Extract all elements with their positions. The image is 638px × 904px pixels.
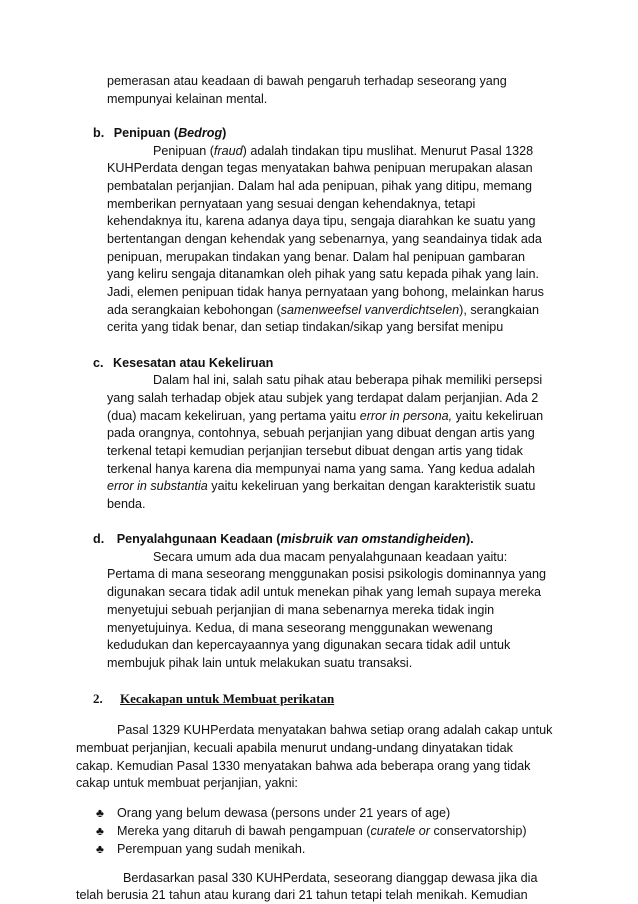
section-c-heading: [93, 355, 273, 372]
section-b-line-7: penipuan, merupakan tindakan yang benar. Dalam hal penipuan gambaran: [107, 250, 525, 264]
section-c-title: Kesesatan atau Kekeliruan: [113, 356, 274, 370]
section-d-title: Penyalahgunaan Keadaan (: [116, 532, 281, 546]
section-d-title-italic: misbruik van omstandigheiden: [280, 532, 466, 546]
section-2-line-2: membuat perjanjian, kecuali apabila menurut undang-undang dinyatakan tidak: [76, 741, 513, 755]
section-d-marker: d.: [93, 532, 105, 546]
section-b-line-6: bertentangan dengan kehendak yang sebenarnya, yang seandainya tidak ada: [107, 232, 542, 246]
section-b-title-italic: Bedrog: [178, 126, 223, 140]
section-b-line-3: pembatalan perjanjian. Dalam hal ada penipuan, pihak yang ditipu, memang: [107, 179, 532, 193]
section-d-line-1: Secara umum ada dua macam penyalahgunaan keadaan yaitu:: [153, 550, 508, 564]
section-c-line-3: (dua) macam kekeliruan, yang pertama yaitu error in persona, yaitu kekeliruan: [107, 409, 544, 423]
bullet-item-3: Perempuan yang sudah menikah.: [117, 842, 306, 856]
section-2-p2-line-2: telah berusia 21 tahun atau kurang dari 21 tahun tetapi telah menikah. Kemudian: [76, 888, 528, 902]
club-bullet-icon: ♣: [96, 842, 104, 856]
section-c-line-5: terkenal tetapi kemudian perjanjian tersebut dibuat dengan artis yang tidak: [107, 444, 523, 458]
section-d-heading: [93, 531, 474, 548]
section-c-line-8: benda.: [107, 497, 146, 511]
section-c-line-1: Dalam hal ini, salah satu pihak atau beberapa pihak memiliki persepsi: [153, 373, 543, 387]
section-b-line-2: KUHPerdata dengan tegas menyatakan bahwa penipuan merupakan alasan: [107, 161, 533, 175]
section-2-line-1: Pasal 1329 KUHPerdata menyatakan bahwa setiap orang adalah cakap untuk: [117, 723, 553, 737]
section-d-line-3: digunakan secara tidak adil untuk menekan pihak yang lemah supaya mereka: [107, 585, 542, 599]
section-c-marker: c.: [93, 356, 104, 370]
section-b-line-4: memberikan pernyataan yang sesuai dengan kehendaknya, tetapi: [107, 197, 476, 211]
bullet-item-1: Orang yang belum dewasa (persons under 21 years of age): [117, 806, 451, 820]
section-d-title-end: ).: [465, 532, 474, 546]
section-b-line-8: yang keliru sengaja ditanamkan oleh pihak yang satu kepada pihak yang lain.: [107, 267, 539, 281]
section-b-heading: [93, 125, 226, 142]
section-b-line-11: cerita yang tidak benar, dan setiap tindakan/sikap yang bersifat menipu: [107, 320, 504, 334]
section-c-line-6: terkenal hanya karena dia mempunyai nama yang sama. Yang kedua adalah: [107, 462, 536, 476]
section-2-p2-line-1: Berdasarkan pasal 330 KUHPerdata, seseorang dianggap dewasa jika dia: [123, 871, 538, 885]
section-d-line-6: kedudukan dan kepercayaannya yang digunakan secara tidak adil untuk: [107, 638, 511, 652]
section-b-title: Penipuan (: [113, 126, 179, 140]
section-d-line-4: menyetujui sebuah perjanjian di mana sebenarnya mereka tidak ingin: [107, 603, 495, 617]
bullet-item-2: Mereka yang ditaruh di bawah pengampuan (curatele or conservatorship): [117, 824, 527, 838]
para-a-line-1: pemerasan atau keadaan di bawah pengaruh terhadap seseorang yang: [107, 74, 507, 88]
section-d-line-5: menyetujuinya. Kedua, di mana seseorang menggunakan wewenang: [107, 621, 493, 635]
section-d-line-2: Pertama di mana seseorang menggunakan posisi psikologis dominannya yang: [107, 567, 546, 581]
section-b-line-5: kehendaknya itu, karena adanya daya tipu, sengaja diarahkan ke suatu yang: [107, 214, 536, 228]
section-c-line-7: error in substantia yaitu kekeliruan yang berkaitan dengan karakteristik suatu: [107, 479, 536, 493]
section-2-marker: 2.: [93, 691, 103, 706]
club-bullet-icon: ♣: [96, 806, 104, 820]
section-d-line-7: membujuk pihak lain untuk melakukan suatu transaksi.: [107, 656, 413, 670]
section-2-heading: [93, 690, 334, 707]
section-2-line-3: cakap. Kemudian Pasal 1330 menyatakan bahwa ada beberapa orang yang tidak: [76, 759, 531, 773]
section-c-line-2: yang salah terhadap objek atau subjek yang terdapat dalam perjanjian. Ada 2: [107, 391, 539, 405]
para-a-line-2: mempunyai kelainan mental.: [107, 92, 268, 106]
section-b-title-end: ): [222, 126, 227, 140]
section-c-line-4: pada orangnya, contohnya, sebuah perjanjian yang dibuat dengan artis yang: [107, 426, 535, 440]
club-bullet-icon: ♣: [96, 824, 104, 838]
section-b-line-1: Penipuan (fraud) adalah tindakan tipu muslihat. Menurut Pasal 1328: [153, 144, 534, 158]
section-2-title: Kecakapan untuk Membuat perikatan: [120, 691, 335, 706]
section-b-marker: b.: [93, 126, 105, 140]
section-b-line-9: Jadi, elemen penipuan tidak hanya pernyataan yang bohong, melainkan harus: [107, 285, 544, 299]
section-2-line-4: cakap untuk membuat perjanjian, yakni:: [76, 776, 298, 790]
section-b-line-10: ada serangkaian kebohongan (samenweefsel vanverdichtselen), serangkaian: [107, 303, 539, 317]
